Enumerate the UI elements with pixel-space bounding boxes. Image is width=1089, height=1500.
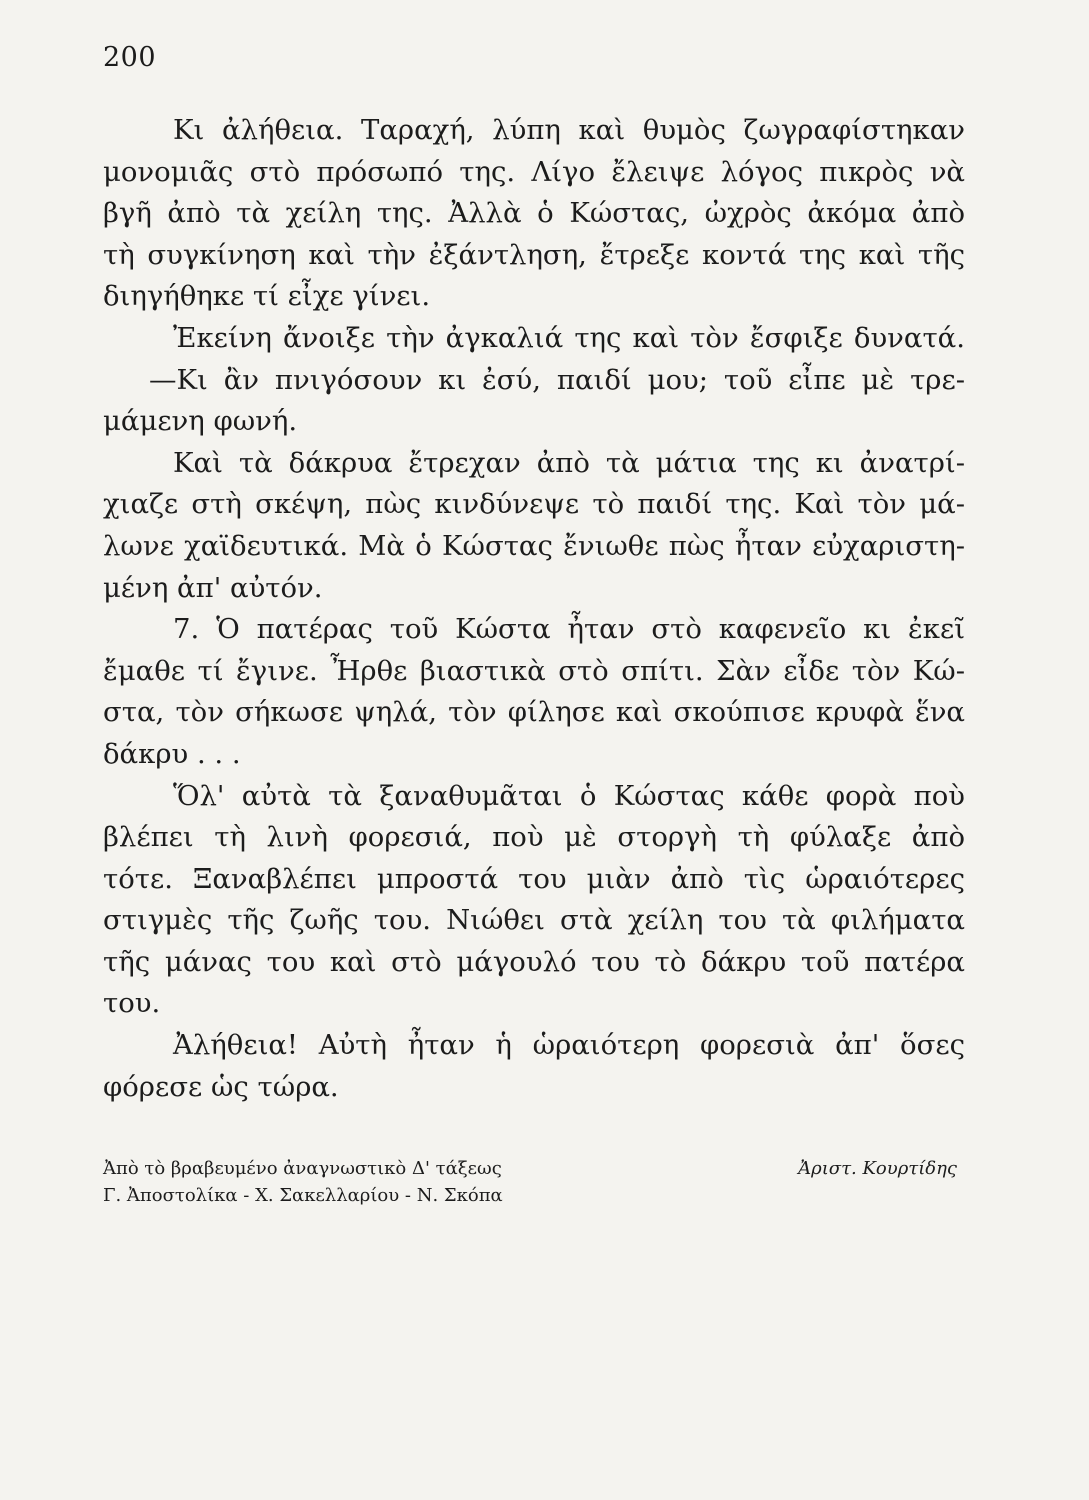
text-line: Ἐκείνη ἄνοιξε τὴν ἀγκαλιά της καὶ τὸν ἔσφιξε δυνατά.: [173, 321, 965, 354]
text-line: μένη ἀπ' αὐτόν.: [103, 571, 323, 604]
source-line: Ἀπὸ τὸ βραβευμένο ἀναγνωστικὸ Δ' τάξεως: [103, 1158, 502, 1179]
text-line: χιαζε στὴ σκέψη, πὼς κινδύνεψε τὸ παιδί της. Καὶ τὸν μά-: [103, 488, 965, 521]
text-line: μάμενη φωνή.: [103, 405, 298, 438]
text-line: Καὶ τὰ δάκρυα ἔτρεχαν ἀπὸ τὰ μάτια της κι ἀνατρί-: [173, 446, 965, 479]
text-line: τῆς μάνας του καὶ στὸ μάγουλό του τὸ δάκρυ τοῦ πατέρα: [103, 945, 965, 978]
text-line: στα, τὸν σήκωσε ψηλά, τὸν φίλησε καὶ σκούπισε κρυφὰ ἕνα: [103, 696, 965, 729]
story-text: [103, 110, 965, 1108]
text-line: του.: [103, 987, 161, 1020]
text-line: Ὅλ' αὐτὰ τὰ ξαναθυμᾶται ὁ Κώστας κάθε φορὰ ποὺ: [173, 779, 965, 812]
text-line: ἔμαθε τί ἔγινε. Ἦρθε βιαστικὰ στὸ σπίτι. Σὰν εἶδε τὸν Κώ-: [103, 654, 965, 687]
source-footnote: [103, 1155, 965, 1209]
text-line: —Κι ἂν πνιγόσουν κι ἐσύ, παιδί μου; τοῦ εἶπε μὲ τρε-: [149, 363, 965, 396]
source-authors-line: Γ. Ἀποστολίκα - Χ. Σακελλαρίου - Ν. Σκόπα: [103, 1185, 503, 1206]
text-line: Κι ἀλήθεια. Ταραχή, λύπη καὶ θυμὸς ζωγραφίστηκαν: [173, 114, 965, 146]
text-line: διηγήθηκε τί εἶχε γίνει.: [103, 280, 431, 313]
text-line: μονομιᾶς στὸ πρόσωπό της. Λίγο ἔλειψε λόγος πικρὸς νὰ: [103, 155, 965, 188]
text-line: λωνε χαϊδευτικά. Μὰ ὁ Κώστας ἔνιωθε πὼς ἦταν εὐχαριστη-: [103, 529, 965, 562]
page-number: 200: [103, 42, 157, 73]
text-line: φόρεσε ὡς τώρα.: [103, 1070, 339, 1103]
text-line: βγῆ ἀπὸ τὰ χείλη της. Ἀλλὰ ὁ Κώστας, ὠχρὸς ἀκόμα ἀπὸ: [103, 197, 965, 230]
text-line: δάκρυ . . .: [103, 737, 241, 770]
text-line: 7. Ὁ πατέρας τοῦ Κώστα ἦταν στὸ καφενεῖο κι ἐκεῖ: [173, 613, 965, 646]
text-line: βλέπει τὴ λινὴ φορεσιά, ποὺ μὲ στοργὴ τὴ φύλαξε ἀπὸ: [103, 821, 965, 854]
author-signature: Ἀριστ. Κουρτίδης: [798, 1158, 957, 1179]
text-line: στιγμὲς τῆς ζωῆς του. Νιώθει στὰ χείλη του τὰ φιλήματα: [103, 904, 965, 937]
text-line: τὴ συγκίνηση καὶ τὴν ἐξάντληση, ἔτρεξε κοντά της καὶ τῆς: [103, 238, 965, 271]
text-line: τότε. Ξαναβλέπει μπροστά του μιὰν ἀπὸ τὶς ὡραιότερες: [103, 862, 965, 895]
text-line: Ἀλήθεια! Αὐτὴ ἦταν ἡ ὡραιότερη φορεσιὰ ἀπ' ὅσες: [173, 1029, 965, 1062]
